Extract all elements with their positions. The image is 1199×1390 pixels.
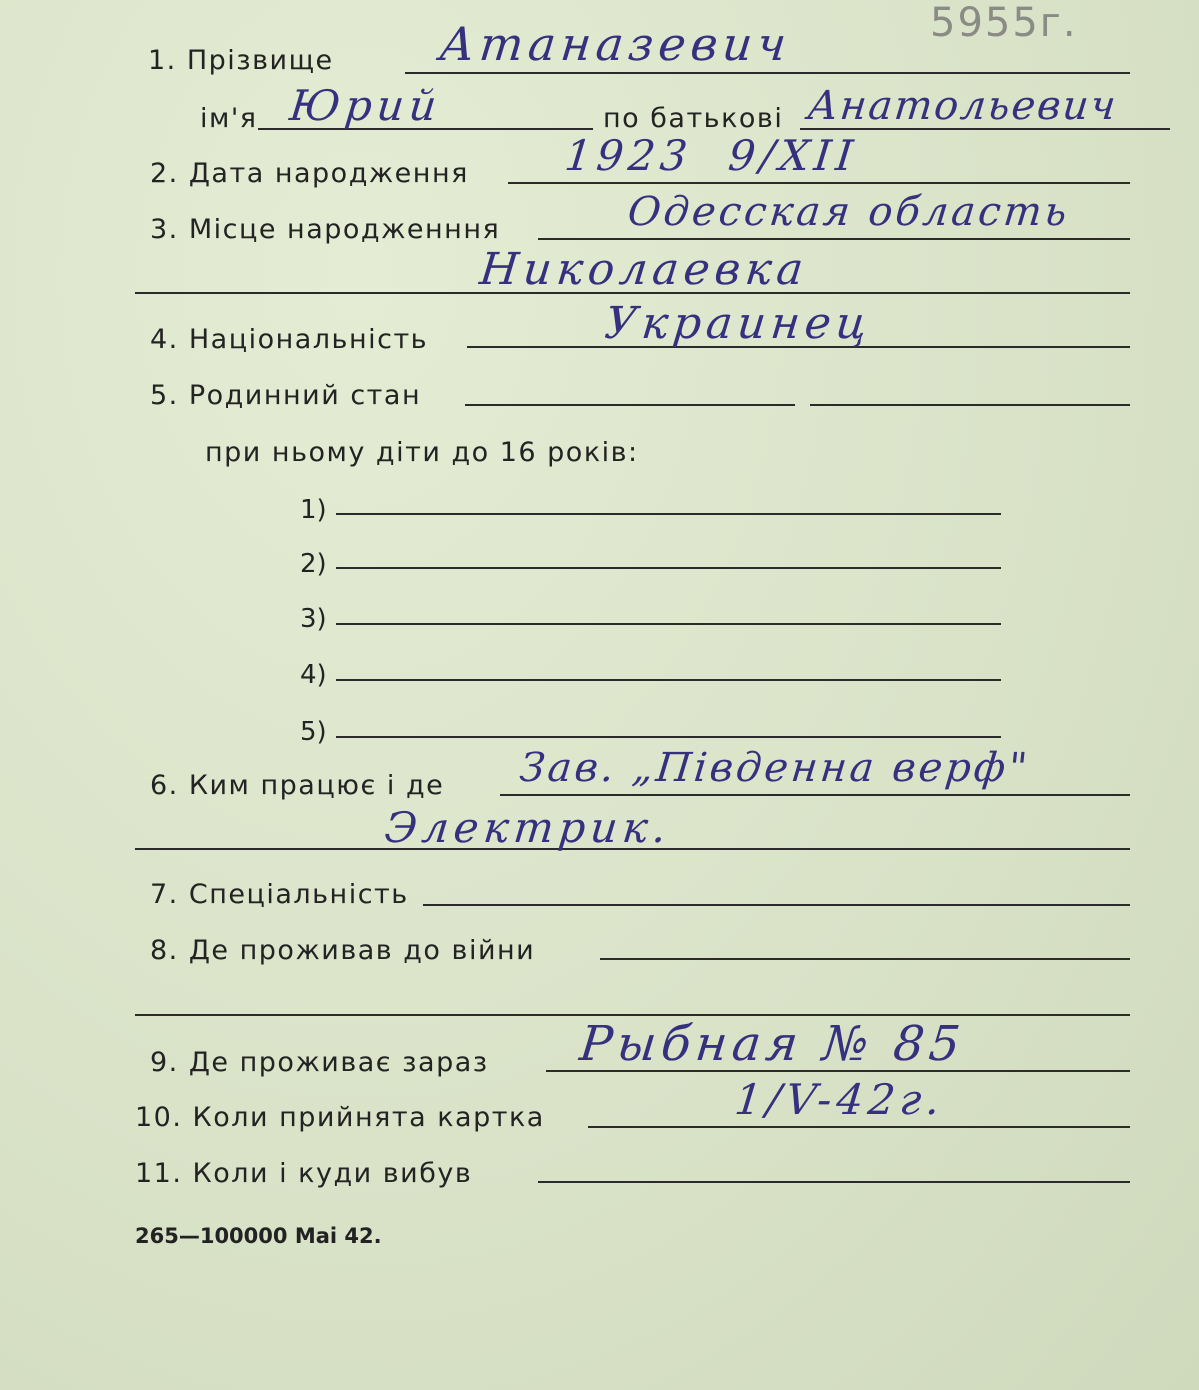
family-line-b (810, 404, 1130, 406)
prewar-line-1 (600, 958, 1130, 960)
child-2-line (336, 567, 1001, 569)
patronymic-label: по батькові (603, 103, 784, 134)
speciality-label: 7. Спеціальність (150, 879, 409, 910)
work-line-1 (500, 794, 1130, 796)
birth-place-value-1: Одесская область (625, 189, 1072, 235)
birth-date-line (508, 182, 1130, 184)
child-1-line (336, 513, 1001, 515)
work-value-2: Электрик. (382, 803, 674, 852)
current-label: 9. Де проживає зараз (150, 1047, 489, 1078)
children-label: при ньому діти до 16 років: (205, 437, 639, 468)
child-5-line (336, 736, 1001, 738)
family-label: 5. Родинний стан (150, 380, 422, 411)
nationality-label: 4. Національність (150, 324, 429, 355)
accepted-line (588, 1126, 1130, 1128)
accepted-label: 10. Коли прийнята картка (135, 1102, 545, 1133)
surname-value: Атаназевич (437, 17, 794, 71)
surname-line (405, 72, 1130, 74)
name-label: ім'я (200, 103, 258, 134)
birth-date-label: 2. Дата народження (150, 158, 469, 189)
child-4-number: 4) (300, 660, 327, 690)
archive-number (930, 0, 1078, 46)
family-line-a (465, 404, 795, 406)
child-1-number: 1) (300, 495, 327, 525)
patronymic-value: Анатольевич (805, 83, 1120, 129)
speciality-line (423, 904, 1130, 906)
departed-line (538, 1181, 1130, 1183)
child-2-number: 2) (300, 549, 327, 579)
child-4-line (336, 679, 1001, 681)
accepted-value: 1/V-42г. (732, 1075, 948, 1124)
birth-place-label: 3. Місце народженння (150, 214, 501, 245)
birth-date-value: 1923 9/XII (562, 131, 861, 180)
surname-label: 1. Прізвище (148, 45, 334, 76)
current-value: Рыбная № 85 (577, 1016, 968, 1072)
nationality-value: Украинец (602, 298, 875, 349)
archive-number-digits: 5955 (930, 0, 1040, 46)
print-footer: 265—100000 Маі 42. (135, 1224, 382, 1248)
work-value-1: Зав. „Південна верф" (517, 745, 1033, 791)
child-3-line (336, 623, 1001, 625)
name-value: Юрий (287, 81, 444, 130)
archive-number-suffix: г. (1039, 0, 1078, 46)
birth-place-value-2: Николаевка (477, 244, 811, 295)
prewar-label: 8. Де проживав до війни (150, 935, 536, 966)
birth-place-line-1 (538, 238, 1130, 240)
child-5-number: 5) (300, 717, 327, 747)
work-label: 6. Ким працює і де (150, 770, 445, 801)
departed-label: 11. Коли і куди вибув (135, 1158, 473, 1189)
child-3-number: 3) (300, 604, 327, 634)
